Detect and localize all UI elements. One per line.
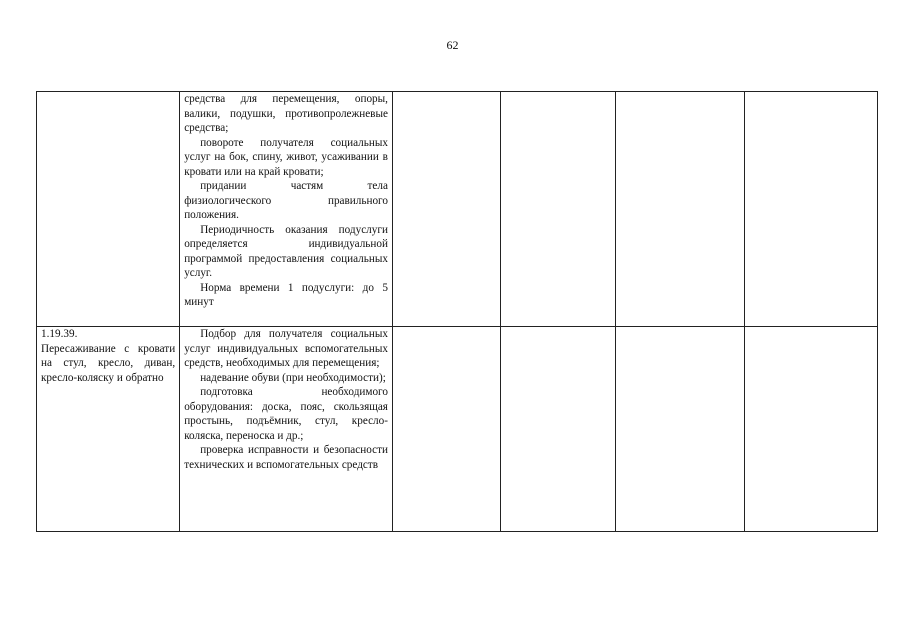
description-paragraph: средства для перемещения, опоры, валики, подушки, противопролежневые средства; <box>184 93 388 134</box>
service-code-cell <box>37 92 180 327</box>
service-description-cell <box>180 327 393 532</box>
empty-cell <box>615 92 744 327</box>
empty-cell <box>744 92 877 327</box>
description-paragraph: повороте получателя социальных услуг на бок, спину, живот, усаживании в кровати или на край кровати; <box>184 136 388 178</box>
empty-cell <box>500 92 615 327</box>
empty-cell <box>615 327 744 532</box>
table-row <box>37 327 878 532</box>
description-paragraph: надевание обуви (при необходимости); <box>200 371 386 384</box>
service-code: 1.19.39. <box>41 328 78 340</box>
description-paragraph: Подбор для получателя социальных услуг индивидуальных вспомогательных средств, необходимых для перемещения; <box>184 328 388 369</box>
table-row <box>37 92 878 327</box>
description-paragraph: придании частям тела физиологического правильного положения. <box>184 180 388 221</box>
services-table <box>36 91 878 532</box>
service-description-cell <box>180 92 393 327</box>
empty-cell <box>392 92 500 327</box>
description-paragraph: проверка исправности и безопасности технических и вспомогательных средств <box>184 444 388 471</box>
description-paragraph: Норма времени 1 подуслуги: до 5 минут <box>184 281 388 308</box>
description-paragraph: Периодичность оказания подуслуги определяется индивидуальной программой предоставления социальных услуг. <box>184 223 388 279</box>
description-paragraph: подготовка необходимого оборудования: доска, пояс, скользящая простынь, подъёмник, стул, кресло-коляска, переноска и др.; <box>184 386 388 442</box>
empty-cell <box>392 327 500 532</box>
empty-cell <box>744 327 877 532</box>
service-code-cell <box>37 327 180 532</box>
service-name: Пересаживание с кровати на стул, кресло, диван, кресло-коляску и обратно <box>41 342 176 384</box>
empty-cell <box>500 327 615 532</box>
page-number: 62 <box>446 38 459 52</box>
